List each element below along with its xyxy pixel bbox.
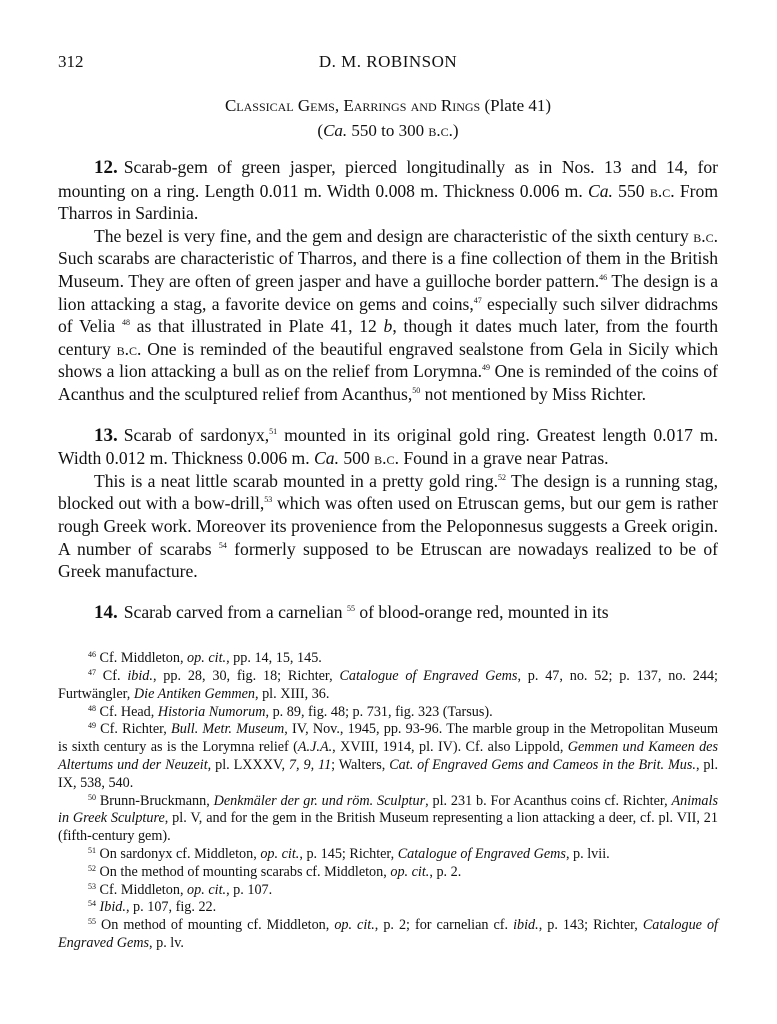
footnote-47: $^{47}$ Cf. ibid., pp. 28, 30, fig. 18; Richter, Catalogue of Engraved Gems, p. 47, no. 52; p. 137, no. 244; Furtwängler, Die Antiken Gemmen, pl. XIII, 36.: [58, 668, 718, 702]
entry-12-discussion: The bezel is very fine, and the gem and design are characteristic of the sixth century b.c. Such scarabs are characteristic of Tharros, and there is a fine collection of them in the British Museum. They are often of green jasper and have a guilloche border pattern.$^{46}$ The design is a lion attacking a stag, a favorite device on gems and coins,$^{47}$ especially such silver didrachms of Velia $^{48}$ as that illustrated in Plate 41, 12 b, though it dates much later, from the fourth century b.c. One is reminded of the beautiful engraved sealstone from Gela in Sicily which shows a lion attacking a bull as on the relief from Lorymna.$^{49}$ One is reminded of the coins of Acanthus and the sculptured relief from Acanthus,$^{50}$ not mentioned by Miss Richter.: [58, 225, 718, 404]
footnote-51: $^{51}$ On sardonyx cf. Middleton, op. cit., p. 145; Richter, Catalogue of Engraved Gems, p. lvii.: [88, 846, 610, 863]
section-title: [58, 94, 718, 118]
footnote-54: $^{54}$ Ibid., p. 107, fig. 22.: [88, 899, 217, 916]
entry-12-description: 12. Scarab-gem of green jasper, pierced longitudinally as in Nos. 13 and 14, for mounting on a ring. Length 0.011 m. Width 0.008 m. Thickness 0.006 m. Ca. 550 b.c. From Tharros in Sardinia.: [58, 157, 718, 224]
entry-13-discussion: This is a neat little scarab mounted in a pretty gold ring.$^{52}$ The design is a running stag, blocked out with a bow-drill,$^{53}$ which was often used on Etruscan gems, but our gem is rather rough Greek work. Moreover its provenience from the Peloponnesus suggests a Greek origin. A number of scarabs $^{54}$ formerly supposed to be Etruscan are nowadays realized to be of Greek manufacture.: [58, 470, 719, 582]
footnote-ref: 52: [498, 472, 507, 482]
footnote-ref: 53: [264, 495, 273, 505]
footnote-55: $^{55}$ On method of mounting cf. Middleton, op. cit., p. 2; for carnelian cf. ibid., p. 143; Richter, Catalogue of Engraved Gems, p. lv.: [58, 917, 718, 952]
footnote-48: $^{48}$ Cf. Head, Historia Numorum, p. 89, fig. 48; p. 731, fig. 323 (Tarsus).: [88, 703, 493, 720]
footnotes: [58, 650, 718, 953]
footnote-49: $^{49}$ Cf. Richter, Bull. Metr. Museum, IV, Nov., 1945, pp. 93-96. The marble group in the Metropolitan Museum is sixth century as is the Lorymna relief (A.J.A., XVIII, 1914, pl. IV). Cf. also Lippold, Gemmen und Kameen des Altertums und der Neuzeit, pl. LXXXV, 7, 9, 11; Walters, Cat. of Engraved Gems and Cameos in the Brit. Mus., pl. IX, 538, 540.: [58, 721, 719, 791]
entry-number: 13.: [94, 424, 118, 446]
footnote-46: $^{46}$ Cf. Middleton, op. cit., pp. 14, 15, 145.: [88, 650, 322, 667]
running-head: [58, 52, 718, 76]
section-date-range: (Ca. 550 to 300 b.c.): [317, 121, 459, 140]
page-number: 312: [58, 52, 84, 71]
footnote-ref: 47: [473, 295, 482, 305]
running-title: D. M. ROBINSON: [318, 52, 458, 71]
section-title-main: Classical Gems, Earrings and Rings: [224, 96, 481, 115]
footnote-ref: 49: [481, 363, 490, 373]
footnote-ref: 48: [121, 318, 130, 328]
entry-13-description: 13. Scarab of sardonyx,$^{51}$ mounted in its original gold ring. Greatest length 0.017 m. Width 0.012 m. Thickness 0.006 m. Ca. 500 b.c. Found in a grave near Patras.: [58, 424, 718, 469]
footnote-ref: 55: [346, 603, 355, 613]
footnote-53: $^{53}$ Cf. Middleton, op. cit., p. 107.: [88, 881, 273, 898]
footnote-ref: 46: [599, 272, 608, 282]
footnote-ref: 50: [412, 385, 421, 395]
footnote-ref: 51: [269, 426, 278, 436]
entry-number: 12.: [94, 157, 118, 178]
entry-number: 14.: [94, 601, 118, 623]
footnote-50: $^{50}$ Brunn-Bruckmann, Denkmäler der gr. und röm. Sculptur, pl. 231 b. For Acanthus coins cf. Richter, Animals in Greek Sculpture, pl. V, and for the gem in the British Museum representing a lion attacking a deer, cf. pl. VII, 21 (fifth-century gem).: [58, 792, 718, 845]
footnote-52: $^{52}$ On the method of mounting scarabs cf. Middleton, op. cit., p. 2.: [88, 863, 462, 880]
section-title-plate: (Plate 41): [480, 96, 552, 115]
entry-14-description: 14. Scarab carved from a carnelian $^{55}$ of blood-orange red, mounted in its: [94, 601, 609, 623]
footnote-ref: 54: [218, 540, 227, 550]
document-page: [58, 52, 718, 953]
